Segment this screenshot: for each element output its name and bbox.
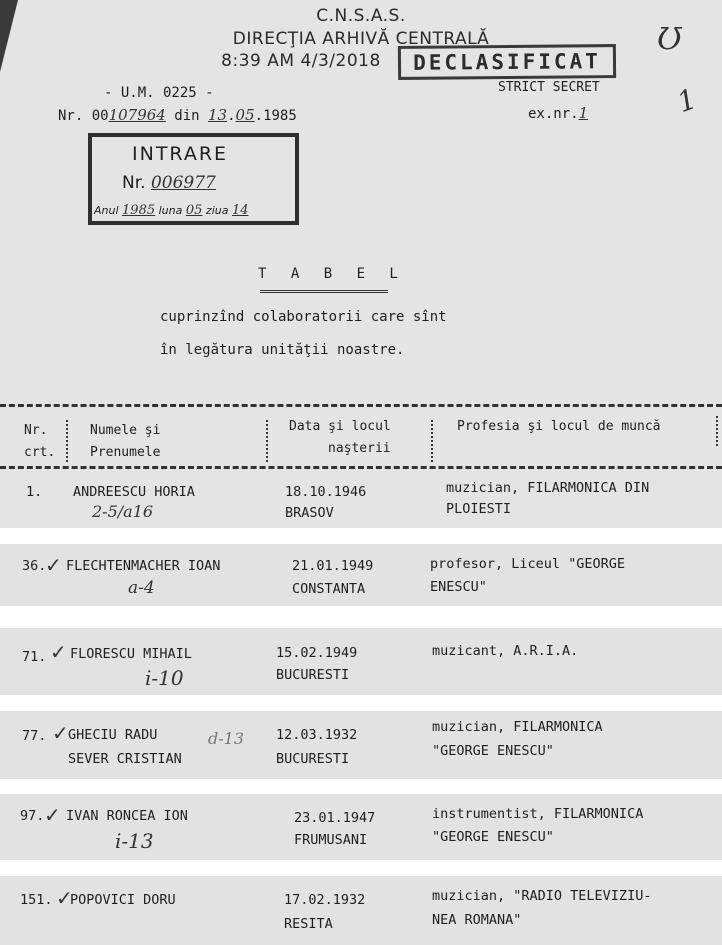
- row-number: 97.: [20, 808, 45, 824]
- row-profession-line2: PLOIESTI: [446, 501, 512, 517]
- row-birth-place: BRASOV: [285, 505, 334, 521]
- table-top-rule: [0, 404, 722, 407]
- row-birth-place: BUCURESTI: [276, 667, 350, 683]
- row-profession-line2: "GEORGE ENESCU": [432, 743, 554, 759]
- row-profession-line1: instrumentist, FILARMONICA: [432, 806, 644, 822]
- header-profession: Profesia şi locul de muncă: [457, 419, 661, 434]
- intrare-number-handwritten: 006977: [150, 173, 216, 193]
- row-birth-place: FRUMUSANI: [294, 832, 368, 848]
- table-header-rule: [0, 466, 722, 469]
- row-number: 71.: [22, 649, 47, 665]
- row-birth-date: 21.01.1949: [292, 558, 374, 574]
- intrare-stamp: [88, 133, 299, 225]
- row-profession-line2: NEA ROMANA": [432, 912, 522, 928]
- row-birth-date: 23.01.1947: [294, 810, 376, 826]
- declasificat-stamp: DECLASIFICAT: [398, 44, 616, 80]
- table-subtitle-line1: cuprinzînd colaboratorii care sînt: [160, 309, 447, 325]
- row-number: 77.: [22, 728, 47, 744]
- margin-handwritten-mark: 1: [672, 81, 701, 120]
- column-separator: [66, 420, 68, 462]
- row-name: IVAN RONCEA ION: [66, 808, 188, 824]
- header-name-line2: Prenumele: [90, 445, 161, 460]
- row-name-line2: SEVER CRISTIAN: [68, 751, 182, 767]
- table-row: [0, 628, 722, 695]
- row-profession-line2: ENESCU": [430, 579, 487, 595]
- table-row: [0, 711, 722, 779]
- header-name-line1: Numele şi: [90, 423, 161, 438]
- check-mark-icon: ✓: [50, 640, 67, 664]
- row-name-line1: GHECIU RADU: [68, 727, 158, 743]
- row-handwritten-note: a-4: [128, 578, 155, 598]
- row-number: 1.: [26, 484, 43, 500]
- corner-handwritten-mark: Ʊ: [657, 22, 682, 57]
- check-mark-icon: ✓: [52, 721, 69, 745]
- table-heading-underline: [260, 290, 388, 293]
- row-name: ANDREESCU HORIA: [73, 484, 195, 500]
- intrare-title: INTRARE: [132, 143, 229, 165]
- document-number-handwritten: 107964: [108, 106, 166, 124]
- row-number: 151.: [20, 892, 53, 908]
- row-number: 36.: [22, 558, 47, 574]
- row-birth-date: 18.10.1946: [285, 484, 367, 500]
- copy-number-handwritten: 1: [578, 104, 589, 122]
- document-month: 05: [235, 106, 255, 124]
- document-number-line: Nr. 00107964 din 13.05.1985: [58, 106, 297, 124]
- row-profession-line1: muzician, FILARMONICA: [432, 719, 603, 735]
- row-birth-place: CONSTANTA: [292, 581, 366, 597]
- check-mark-icon: ✓: [44, 803, 61, 827]
- row-birth-place: BUCURESTI: [276, 751, 350, 767]
- unit-code: - U.M. 0225 -: [104, 85, 214, 101]
- header-timestamp: 8:39 AM 4/3/2018: [221, 51, 381, 71]
- row-profession-line2: "GEORGE ENESCU": [432, 829, 554, 845]
- row-profession-line1: muzician, FILARMONICA DIN: [446, 480, 650, 496]
- row-profession-line1: muzicant, A.R.I.A.: [432, 643, 579, 659]
- header-nr: Nr.: [24, 423, 48, 438]
- header-department: DIRECŢIA ARHIVĂ CENTRALĂ: [232, 29, 490, 49]
- table-heading: T A B E L: [258, 266, 406, 282]
- table-row: [0, 794, 722, 860]
- row-handwritten-note: i-13: [115, 829, 154, 853]
- row-name: POPOVICI DORU: [70, 892, 176, 908]
- row-birth-place: RESITA: [284, 916, 333, 932]
- column-separator: [266, 420, 268, 462]
- header-date-line1: Data şi locul: [289, 419, 391, 434]
- column-separator: [716, 416, 718, 446]
- row-birth-date: 17.02.1932: [284, 892, 366, 908]
- table-row: [0, 544, 722, 606]
- document-day: 13: [208, 106, 228, 124]
- copy-number-line: ex.nr.1: [528, 104, 589, 122]
- row-handwritten-note: 2-5/a16: [92, 502, 154, 521]
- intrare-date: Anul 1985 luna 05 ziua 14: [94, 203, 249, 218]
- row-name: FLORESCU MIHAIL: [70, 646, 192, 662]
- header-institution: C.N.S.A.S.: [316, 6, 406, 26]
- header-crt: crt.: [24, 445, 56, 460]
- row-handwritten-note: d-13: [208, 729, 245, 748]
- row-name: FLECHTENMACHER IOAN: [66, 558, 221, 574]
- column-separator: [431, 420, 433, 462]
- row-profession-line1: muzician, "RADIO TELEVIZIU-: [432, 888, 652, 904]
- intrare-number: Nr. 006977: [122, 173, 216, 193]
- check-mark-icon: ✓: [56, 886, 73, 910]
- row-birth-date: 12.03.1932: [276, 727, 358, 743]
- table-row: [0, 876, 722, 945]
- check-mark-icon: ✓: [45, 553, 62, 577]
- header-date-line2: naşterii: [328, 441, 391, 456]
- row-handwritten-note: i-10: [145, 666, 184, 690]
- classification-label: STRICT SECRET: [498, 80, 600, 95]
- table-subtitle-line2: în legătura unităţii noastre.: [160, 342, 405, 358]
- row-birth-date: 15.02.1949: [276, 645, 358, 661]
- row-profession-line1: profesor, Liceul "GEORGE: [430, 556, 626, 572]
